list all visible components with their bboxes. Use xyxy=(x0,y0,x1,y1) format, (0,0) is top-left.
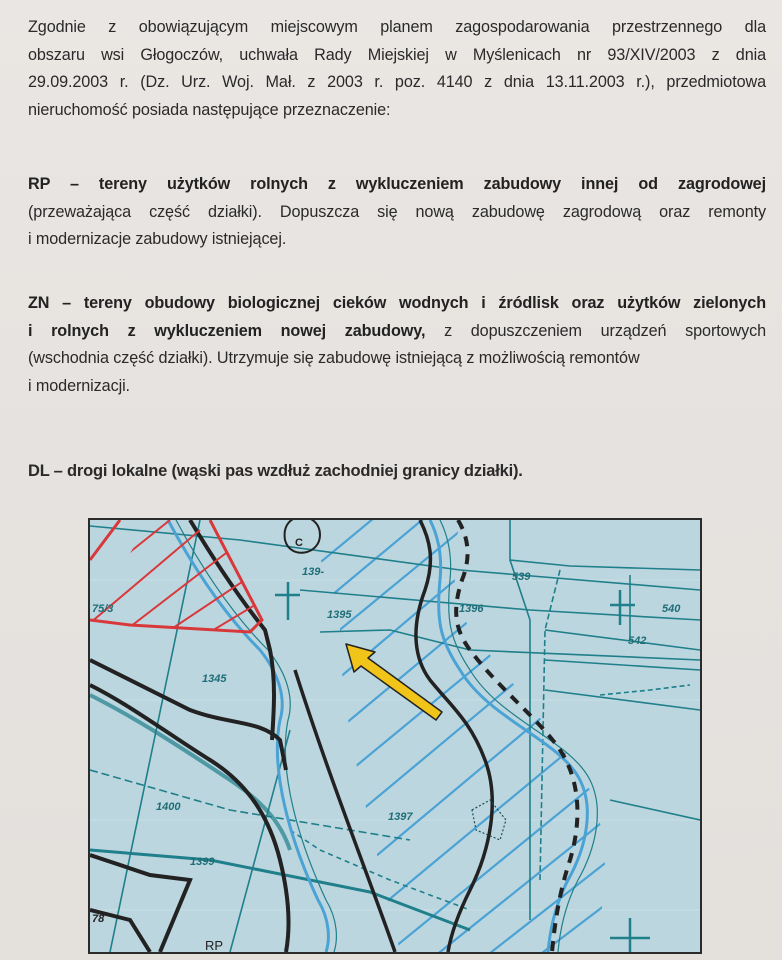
svg-text:139-: 139- xyxy=(302,566,325,578)
zoning-map xyxy=(88,518,702,954)
zone-rp-line-2: i modernizacje zabudowy istniejącej. xyxy=(28,230,287,248)
zoning-map-graphic xyxy=(90,520,700,952)
svg-text:1395: 1395 xyxy=(327,609,352,621)
zone-zn-paragraph xyxy=(28,290,766,400)
svg-text:78: 78 xyxy=(92,913,105,925)
zone-rp-heading: RP – tereny użytków rolnych z wykluczeniem zabudowy innej od zagrodowej xyxy=(28,175,766,193)
zone-zn-heading: ZN – tereny obudowy biologicznej cieków wodnych i źródlisk oraz użytków zielonych xyxy=(28,294,766,312)
zone-dl-heading: DL – drogi lokalne (wąski pas wzdłuż zachodniej granicy działki). xyxy=(28,462,523,480)
svg-text:C: C xyxy=(295,537,303,549)
intro-line-3: 29.09.2003 r. (Dz. Urz. Woj. Mał. z 2003 r. poz. 4140 z dnia 13.11.2003 r.), przedmiotowa xyxy=(28,73,766,91)
zone-zn-line-2-rest: z dopuszczeniem urządzeń sportowych xyxy=(425,321,767,340)
zone-rp-line-1: (przeważająca część działki). Dopuszcza się nową zabudowę zagrodową oraz remonty xyxy=(28,202,766,221)
svg-text:1396: 1396 xyxy=(459,603,484,615)
map-zone-label-rp: RP xyxy=(205,938,224,952)
svg-text:75/3: 75/3 xyxy=(92,603,114,615)
svg-text:540: 540 xyxy=(662,603,681,615)
intro-paragraph xyxy=(28,14,766,124)
svg-text:539: 539 xyxy=(512,571,531,583)
intro-line-4: nieruchomość posiada następujące przeznaczenie: xyxy=(28,100,391,119)
svg-text:1399: 1399 xyxy=(190,856,215,868)
zone-zn-line-3: (wschodnia część działki). Utrzymuje się zabudowę istniejącą z możliwością remontów xyxy=(28,349,640,367)
svg-text:1397: 1397 xyxy=(388,811,413,823)
svg-text:542: 542 xyxy=(628,635,647,647)
zone-zn-line-4: i modernizacji. xyxy=(28,376,130,395)
zone-zn-line-2 xyxy=(28,318,766,346)
zone-dl-paragraph xyxy=(28,458,766,486)
intro-line-1: Zgodnie z obowiązującym miejscowym planem zagospodarowania przestrzennego dla xyxy=(28,18,766,36)
svg-text:1400: 1400 xyxy=(156,801,181,813)
svg-text:1345: 1345 xyxy=(202,673,227,685)
zone-rp-paragraph xyxy=(28,171,766,254)
zone-zn-heading-cont: i rolnych z wykluczeniem nowej zabudowy, xyxy=(28,321,426,340)
intro-line-2: obszaru wsi Głogoczów, uchwała Rady Miejskiej w Myślenicach nr 93/XIV/2003 z dnia xyxy=(28,45,766,64)
